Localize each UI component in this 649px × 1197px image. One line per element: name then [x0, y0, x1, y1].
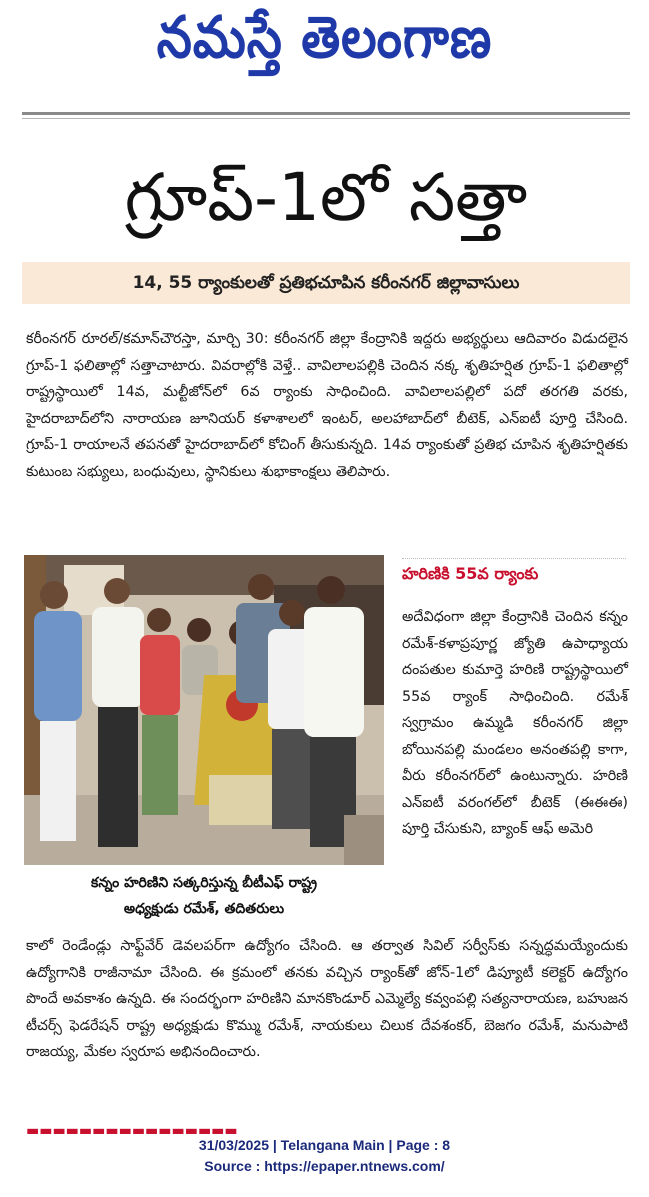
article-photo [24, 555, 384, 865]
masthead-divider [22, 112, 630, 115]
side-heading: హరిణికి 55వ ర్యాంకు [402, 558, 626, 589]
masthead-divider-thin [22, 118, 630, 119]
masthead [0, 0, 649, 84]
article-paragraph-3: కాలో రెండేండ్లు సాఫ్ట్‌వేర్ డెవలపర్‌గా ఉద్యోగం చేసింది. ఆ తర్వాత సివిల్ సర్వీస్‌కు సన్నద్ధమయ్యేందుకు ఉద్యోగానికి రాజీనామా చేసింది. ఈ క్రమంలో తనకు వచ్చిన ర్యాంక్‌తో జోన్-1లో డిప్యూటీ కలెక్టర్ ఉద్యోగం పొందే అవకాశం ఉన్నది. ఈ సందర్భంగా హరిణిని మానకొండూర్ ఎమ్మెల్యే కవ్వంపల్లి సత్యనారాయణ, బహుజన టీచర్స్ ఫెడరేషన్ రాష్ట్ర అధ్యక్షుడు కొమ్ము రమేశ్, నాయకులు చిలుక దేవశంకర్, బెజగం రమేశ్, మనుపాటి రాజయ్య, మేకల స్వరూప అభినందించారు. [26, 938, 628, 1060]
photo-caption [24, 870, 384, 924]
footer-date-edition: 31/03/2025 | Telangana Main | Page : 8 [198, 1137, 451, 1153]
article-headline: గ్రూప్-1లో సత్తా [124, 159, 528, 236]
newspaper-logo: నమస్తే తెలంగాణ [156, 4, 493, 71]
article-subheadline: 14, 55 ర్యాంకులతో ప్రతిభచూపిన కరీంనగర్ జిల్లావాసులు [22, 262, 630, 304]
cut-off-next-headline: ▬▬▬▬▬▬▬▬▬▬▬▬▬▬▬▬ [26, 1123, 238, 1139]
article-paragraph-1: కరీంనగర్ రూరల్/కమాన్‌చౌరస్తా, మార్చి 30: కరీంనగర్ జిల్లా కేంద్రానికి ఇద్దరు అభ్యర్థులు ఆదివారం విడుదలైన గ్రూప్-1 ఫలితాల్లో సత్తాచాటారు. వివరాల్లోకి వెళ్తే.. వావిలాలపల్లికి చెందిన నక్క శృతిహర్షిత గ్రూప్-1 ఫలితాల్లో రాష్ట్రస్థాయిలో 14వ, మల్టీజోన్‌లో 6వ ర్యాంకు సాధించింది. వావిలాలపల్లిలో పదో తరగతి వరకు, హైదరాబాద్‌లోని నారాయణ జూనియర్ కళాశాలలో ఇంటర్, అలహాబాద్‌లో బీటెక్, ఎన్‌ఐటీ పూర్తి చేసింది. గ్రూప్-1 రాయాలనే తపనతో హైదరాబాద్‌లో కోచింగ్ తీసుకున్నది. 14వ ర్యాంకుతో ప్రతిభ చూపిన శృతిహర్షితకు కుటుంబ సభ్యులు, బంధువులు, స్థానికులు శుభాకాంక్షలు తెలిపారు. [26, 331, 628, 480]
photo-caption-line-2: అధ్యక్షుడు రమేశ్, తదితరులు [123, 901, 285, 917]
article-paragraph-2: అదేవిధంగా జిల్లా కేంద్రానికి చెందిన కన్నం రమేశ్-కళాప్రపూర్ణ జ్యోతి ఉపాధ్యాయ దంపతుల కుమార్తె హరిణి రాష్ట్రస్థాయిలో 55వ ర్యాంక్ సాధించింది. రమేశ్ స్వగ్రామం ఉమ్మడి కరీంనగర్ జిల్లా బోయినపల్లి మండలం అనంతపల్లి కాగా, వీరు కరీంనగర్‌లో ఉంటున్నారు. హరిణి ఎన్‌ఐటీ వరంగల్‌లో బీటెక్ (ఈఈఈ) పూర్తి చేసుకుని, బ్యాంక్ ఆఫ్ అమెరి [402, 609, 628, 837]
footer-source: Source : https://epaper.ntnews.com/ [204, 1158, 445, 1174]
photo-caption-line-1: కన్నం హరిణిని సత్కరిస్తున్న బీటీఎఫ్ రాష్ట్ర [91, 875, 317, 891]
